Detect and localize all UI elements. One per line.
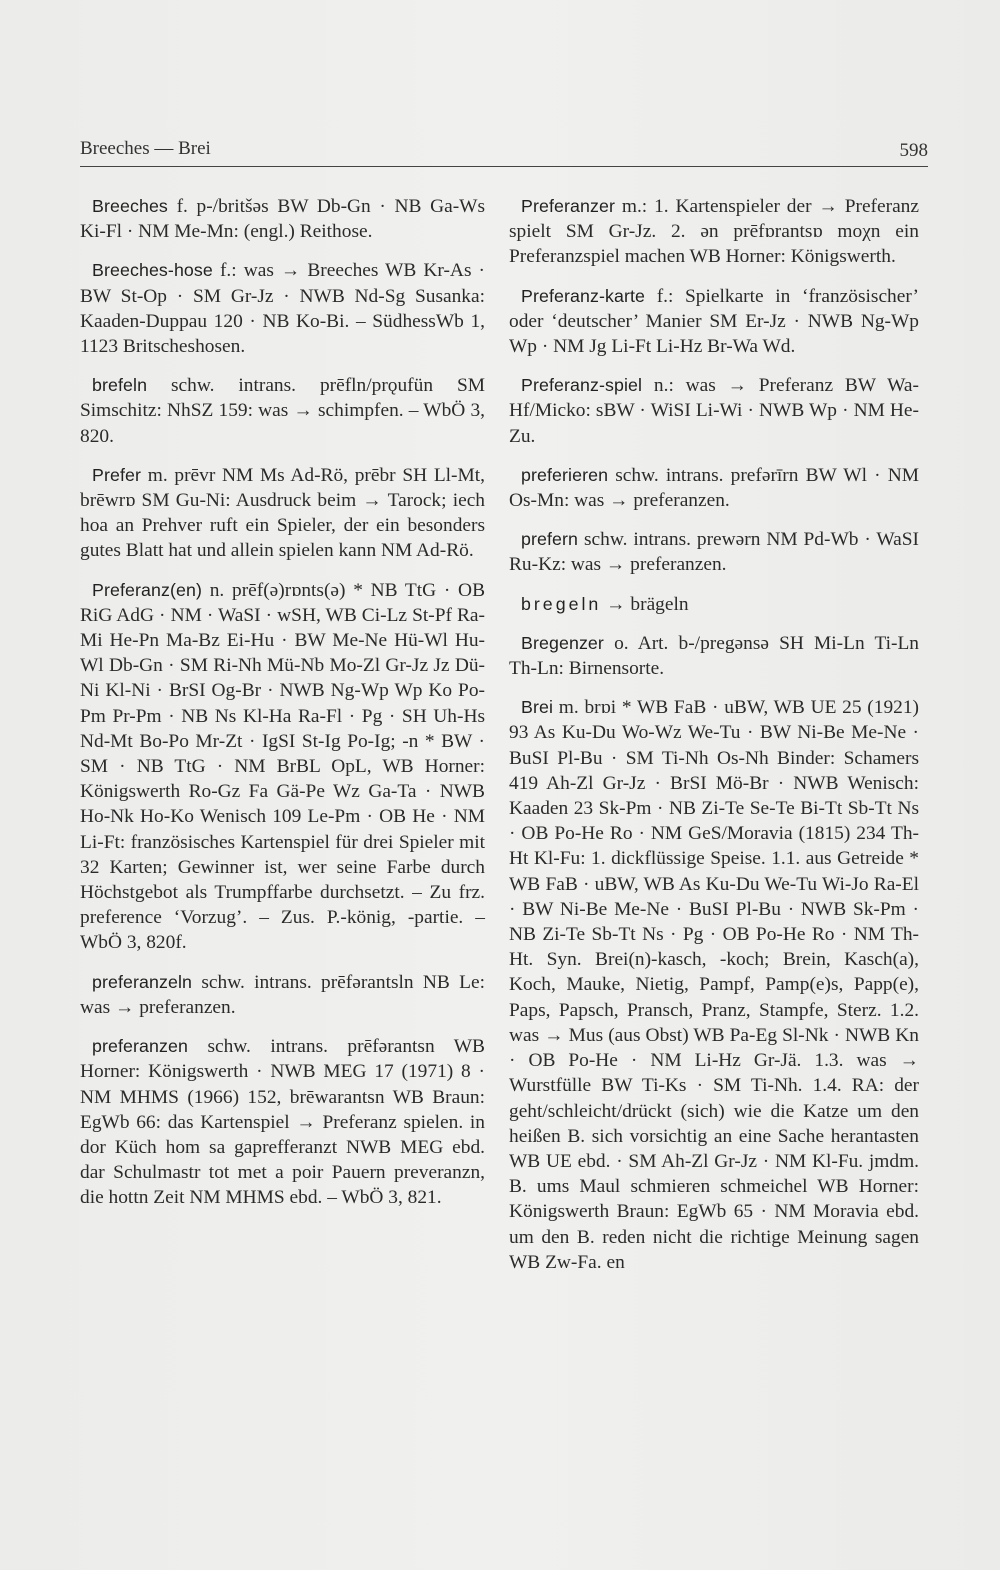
page-number: 598	[899, 140, 928, 161]
entry-brei	[509, 695, 919, 1275]
entry-text: schw. intrans. prefərīrn BW Wl · NM Os-Mn: was → preferanzen.	[509, 464, 919, 512]
entry-preferanzeln	[80, 970, 485, 1020]
entry-preferanz	[80, 578, 485, 956]
left-column	[80, 194, 485, 1225]
running-head	[80, 138, 928, 168]
lemma: Bregenzer	[521, 632, 604, 653]
lemma: Preferanz-karte	[521, 285, 646, 306]
entry-text: n.: was → Preferanz BW Wa-Hf/Micko: sBW · WiSI Li-Wi · NWB Wp · NM He-Zu.	[509, 375, 919, 447]
entry-text: f.: Spielkarte in ‘französischer’ oder ‘deutscher’ Manier SM Er-Jz · NWB Ng-Wp Wp · NM Jg Li-Ft Li-Hz Br-Wa Wd.	[509, 285, 919, 358]
entry-bregeln	[509, 592, 919, 617]
entry-text: f. p-/britšəs BW Db-Gn · NB Ga-Ws Ki-Fl · NM Me-Mn: (engl.) Reithose.	[80, 196, 485, 243]
right-column	[509, 194, 919, 1289]
entry-text: → brägeln	[601, 593, 689, 615]
lemma: Breeches	[92, 196, 168, 216]
entry-preferanz-spiel	[509, 373, 919, 449]
entry-prefer	[80, 463, 485, 564]
lemma: preferanzen	[92, 1036, 188, 1057]
entry-text: m. prēvr NM Ms Ad-Rö, prēbr SH Ll-Mt, brēwrɒ SM Gu-Ni: Ausdruck beim → Tarock; iech hoa an Prehver ruft ein Spieler, der ein besonders gutes Blatt hat und allein spielen kann NM Ad-Rö.	[80, 464, 485, 562]
lemma: Preferanz-spiel	[521, 375, 643, 396]
entry-breeches	[80, 194, 485, 244]
lemma: preferieren	[521, 464, 609, 485]
lemma: brefeln	[92, 375, 148, 396]
lemma: Preferanzer	[521, 196, 615, 216]
entry-preferanz-karte	[509, 284, 919, 360]
entry-preferanzer	[509, 194, 919, 270]
entry-text: m. brɒi * WB FaB · uBW, WB UE 25 (1921) 93 As Ku-Du Wo-Wz We-Tu · BW Ni-Be Me-Ne · BuSI Pl-Bu · SM Ti-Nh Os-Nh Binder: Schamers 419 Ah-Zl Gr-Jz · BrSI Mö-Br · NWB Wenisch: Kaaden 23 Sk-Pm · NB Zi-Te Se-Te Bi-Tt Sb-Tt Ns · OB Po-He Ro · NM GeS/Moravia (1815) 234 Th-Ht Kl-Fu: 1. dickflüssige Speise. 1.1. aus Getreide * WB FaB · uBW, WB As Ku-Du We-Tu Wi-Jo Ra-El · BW Ni-Be Me-Ne · BuSI Pl-Bu · NWB Sk-Pm · NB Zi-Te Sb-Tt Ns · Pg · OB Po-He Ro · NM Th-Ht. Syn. Brei(n)-kasch, -koch; Brein, Kasch(a), Koch, Mauke, Nietig, Pampf, Pamp(e)s, Papp(e), Paps, Papsch, Pransch, Pranz, Stampfe, Sterz. 1.2. was → Mus (aus Obst) WB Pa-Eg Sl-Nk · NWB Kn · OB Po-He · NM Li-Hz Gr-Jä. 1.3. was → Wurstfülle BW Ti-Ks · SM Ti-Nh. 1.4. RA: der geht/schleicht/drückt (sich) wie die Katze um den heißen B. sich vorsichtig an eine Sache herantasten WB UE ebd. · SM Ah-Zl Gr-Jz · NM Kl-Fu. jmdm. B. ums Maul schmieren schmeichel WB Horner: Königswerth Braun: EgWb 65 · NM Moravia ebd. um den B. reden nicht die richtige Meinung sagen WB Zw-Fa. en	[509, 697, 919, 1273]
entry-preferanzen	[80, 1034, 485, 1210]
lemma: Breeches-hose	[92, 260, 213, 281]
header-rule	[80, 166, 928, 167]
entry-brefeln	[80, 373, 485, 449]
lemma: prefern	[521, 529, 579, 550]
entry-breeches-hose	[80, 258, 485, 359]
lemma: bregeln	[521, 593, 602, 614]
entry-text: n. prēf(ə)rɒnts(ə) * NB TtG · OB RiG AdG · NM · WaSI · wSH, WB Ci-Lz St-Pf Ra-Mi He-Pn Ma-Bz Ei-Hu · BW Me-Ne Hü-Wl Hu-Wl Db-Gn · SM Ri-Nh Mü-Nb Mo-Zl Gr-Jz Jz Dü-Ni Kl-Ni · BrSI Og-Br · NWB Ng-Wp Wp Ko Po-Pm Pr-Pm · NB Ns Kl-Ha Ra-Fl · Pg · SH Uh-Hs Nd-Mt Bo-Po Mr-Zt · IgSI St-Ig Po-Ig; -n * BW · SM · NB TtG · NM BrBL OpL, WB Horner: Königswerth Ro-Gz Fa Gä-Pe Wz Ga-Ta · NWB Ho-Nk Ho-Ko Wenisch 109 Le-Pm · OB He · NM Li-Ft: französisches Kartenspiel für drei Spieler mit 32 Karten; Gewinner ist, wer seine Farbe durch Höchstgebot als Trumpffarbe durchsetzt. – Zu frz. preference ‘Vorzug’. – Zus. P.-könig, -partie. – WbÖ 3, 820f.	[80, 579, 485, 954]
lemma: preferanzeln	[92, 971, 193, 992]
entry-preferieren	[509, 463, 919, 513]
entry-prefern	[509, 527, 919, 577]
entry-text: schw. intrans. prēfln/prǫufün SM Simschitz: NhSZ 159: was → schimpfen. – WbÖ 3, 820.	[80, 375, 485, 447]
entry-text: m.: 1. Kartenspieler der → Preferanz spielt SM Gr-Jz. 2. ən prēfɒrantsɒ moχn ein Preferanzspiel machen WB Horner: Königswerth.	[509, 196, 919, 268]
running-title: Breeches — Brei	[80, 138, 211, 159]
entry-text: f.: was → Breeches WB Kr-As · BW St-Op · SM Gr-Jz · NWB Nd-Sg Susanka: Kaaden-Duppau 120 · NB Ko-Bi. – SüdhessWb 1, 1123 Britscheshosen.	[80, 260, 485, 358]
entry-text: o. Art. b-/pregənsə SH Mi-Ln Ti-Ln Th-Ln: Birnensorte.	[509, 632, 919, 680]
lemma: Prefer	[92, 464, 142, 485]
entry-text: schw. intrans. prēfərantsln NB Le: was → preferanzen.	[80, 971, 485, 1018]
entry-text: schw. intrans. prēfərantsn WB Horner: Königswerth · NWB MEG 17 (1971) 8 · NM MHMS (1966) 152, brēwarantsn WB Braun: EgWb 66: das Kartenspiel → Preferanz spielen. in dor Küch hom sa gaprefferanzt NWB MEG ebd. dar Schulmastr tot met a poir Pauern preveranzn, die hottn Zeit NM MHMS ebd. – WbÖ 3, 821.	[80, 1036, 485, 1209]
lemma: Preferanz(en)	[92, 579, 203, 600]
entry-text: schw. intrans. prewərn NM Pd-Wb · WaSI Ru-Kz: was → preferanzen.	[509, 529, 919, 576]
lemma: Brei	[521, 697, 554, 718]
entry-bregenzer	[509, 631, 919, 681]
